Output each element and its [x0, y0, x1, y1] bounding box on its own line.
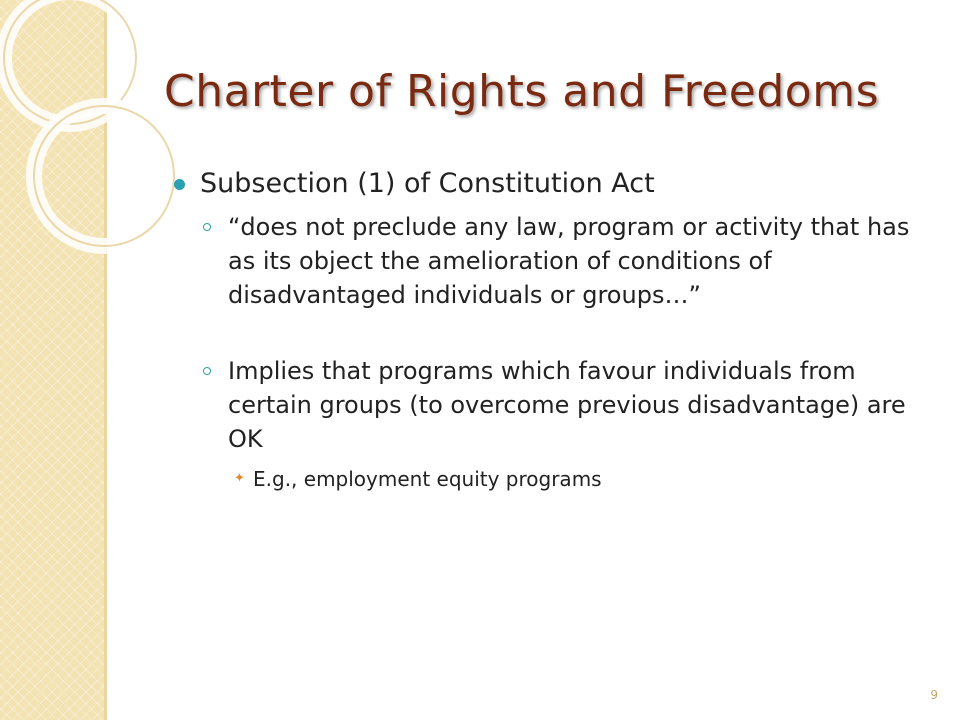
bullet-subsection	[170, 162, 930, 206]
slide-content	[170, 162, 930, 494]
hollow-circle-bullet-icon	[203, 223, 211, 231]
bullet-implication-text: Implies that programs which favour individuals from certain groups (to overcome previous disadvantage) are OK	[228, 357, 906, 453]
bullet-example-text: E.g., employment equity programs	[253, 467, 602, 491]
bullet-quote	[170, 210, 930, 312]
bullet-implication	[170, 354, 930, 456]
slide-title: Charter of Rights and Freedoms	[164, 66, 880, 117]
page-number: 9	[930, 688, 938, 702]
bullet-example	[170, 464, 930, 494]
sparkle-bullet-icon: ✦	[234, 471, 245, 486]
filled-circle-bullet-icon	[174, 179, 185, 190]
decorative-circles-icon	[0, 0, 180, 260]
bullet-quote-text: “does not preclude any law, program or activity that has as its object the amelioration of conditions of disadvantaged individuals or groups…”	[228, 213, 910, 309]
bullet-subsection-text: Subsection (1) of Constitution Act	[200, 168, 655, 199]
hollow-circle-bullet-icon	[203, 367, 211, 375]
